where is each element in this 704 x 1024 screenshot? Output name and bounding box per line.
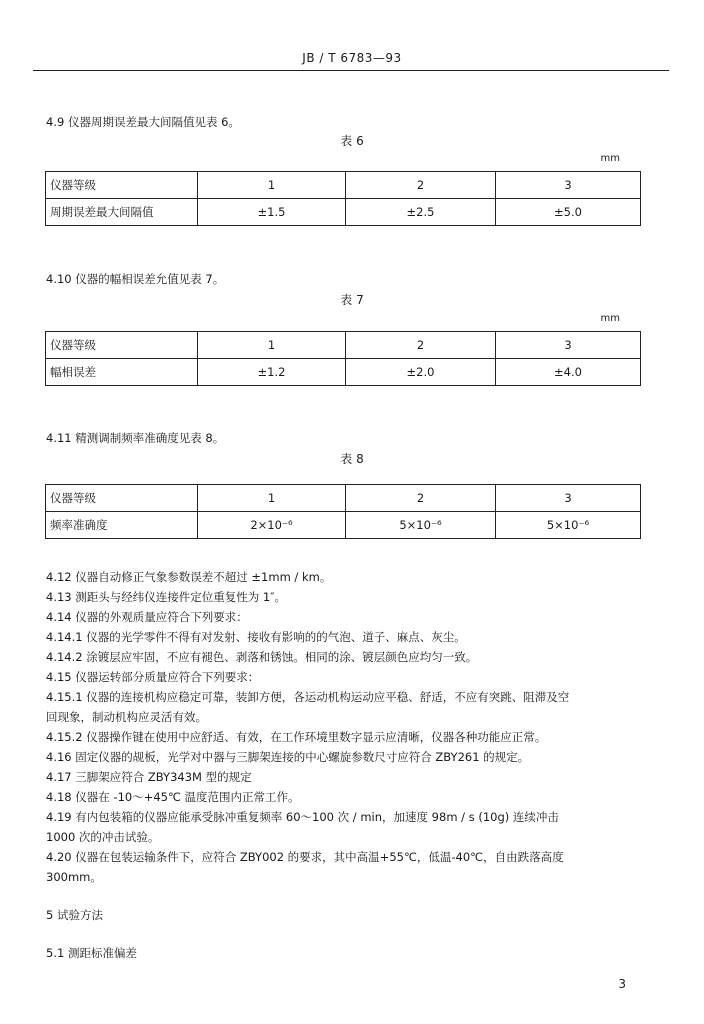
section-5-title: 5 试验方法: [46, 908, 103, 922]
table-6-caption: 表 6: [340, 134, 364, 148]
table-cell: 仪器等级: [46, 485, 198, 512]
clause-4-17: 4.17 三脚架应符合 ZBY343M 型的规定: [46, 770, 252, 784]
table-row: [46, 359, 641, 386]
table-cell: ±1.2: [198, 359, 346, 386]
table-cell: 2: [346, 485, 496, 512]
table-row: [46, 485, 641, 512]
clause-4-14-2: 4.14.2 涂镀层应牢固，不应有褪色、剥落和锈蚀。相同的涂、镀层颜色应均匀一致。: [46, 650, 478, 664]
clause-4-20-cont: 300mm。: [46, 870, 102, 884]
table-cell: 2×10⁻⁶: [198, 512, 346, 539]
table-cell: 5×10⁻⁶: [496, 512, 641, 539]
table-cell: ±5.0: [496, 199, 641, 226]
clause-4-9: 4.9 仪器周期误差最大间隔值见表 6。: [46, 115, 240, 129]
clause-4-15-2: 4.15.2 仪器操作键在使用中应舒适、有效，在工作环境里数字显示应清晰，仪器各种功能应正常。: [46, 730, 547, 744]
table-cell: 3: [496, 172, 641, 199]
clause-4-14-1: 4.14.1 仪器的光学零件不得有对发射、接收有影响的的气泡、道子、麻点、灰尘。: [46, 630, 466, 644]
table-cell: 幅相误差: [46, 359, 198, 386]
table-cell: 仪器等级: [46, 172, 198, 199]
table-cell: 仪器等级: [46, 332, 198, 359]
table-7-caption: 表 7: [340, 293, 364, 307]
table-cell: 1: [198, 485, 346, 512]
table-7: [45, 331, 641, 386]
running-header: JB / T 6783—93: [302, 51, 402, 65]
table-cell: 1: [198, 172, 346, 199]
clause-4-11: 4.11 精测调制频率准确度见表 8。: [46, 431, 225, 445]
table-cell: 3: [496, 485, 641, 512]
header-rule: [33, 70, 669, 71]
table-cell: 2: [346, 332, 496, 359]
table-cell: 5×10⁻⁶: [346, 512, 496, 539]
table-cell: ±2.5: [346, 199, 496, 226]
clause-4-15-1: 4.15.1 仪器的连接机构应稳定可靠，装卸方便，各运动机构运动应平稳、舒适，不应有突跳、阻滞及空: [46, 690, 570, 704]
clause-4-15: 4.15 仪器运转部分质量应符合下列要求：: [46, 670, 260, 684]
table-8: [45, 484, 641, 539]
table-6-unit: mm: [600, 153, 620, 164]
table-cell: ±4.0: [496, 359, 641, 386]
table-cell: 3: [496, 332, 641, 359]
table-row: [46, 512, 641, 539]
table-7-unit: mm: [600, 313, 620, 324]
clause-4-16: 4.16 固定仪器的觇板，光学对中器与三脚架连接的中心螺旋参数尺寸应符合 ZBY261 的规定。: [46, 750, 530, 764]
clause-4-10: 4.10 仪器的幅相误差允值见表 7。: [46, 272, 225, 286]
table-cell: 2: [346, 172, 496, 199]
clause-4-12: 4.12 仪器自动修正气象参数误差不超过 ±1mm / km。: [46, 570, 332, 584]
table-cell: 频率准确度: [46, 512, 198, 539]
table-row: [46, 199, 641, 226]
table-cell: ±1.5: [198, 199, 346, 226]
clause-4-20: 4.20 仪器在包装运输条件下，应符合 ZBY002 的要求，其中高温+55℃，低温-40℃，自由跌落高度: [46, 850, 564, 864]
clause-4-15-1-cont: 回现象，制动机构应灵活有效。: [46, 710, 207, 724]
table-row: [46, 172, 641, 199]
table-cell: ±2.0: [346, 359, 496, 386]
clause-4-14: 4.14 仪器的外观质量应符合下列要求：: [46, 610, 248, 624]
clause-4-18: 4.18 仪器在 -10～+45℃ 温度范围内正常工作。: [46, 790, 300, 804]
clause-4-19: 4.19 有内包装箱的仪器应能承受脉冲重复频率 60～100 次 / min，加速度 98m / s (10g) 连续冲击: [46, 810, 559, 824]
table-row: [46, 332, 641, 359]
clause-4-19-cont: 1000 次的冲击试验。: [46, 830, 160, 844]
table-cell: 周期误差最大间隔值: [46, 199, 198, 226]
page-number: 3: [618, 977, 626, 991]
table-6: [45, 171, 641, 226]
table-cell: 1: [198, 332, 346, 359]
clause-5-1: 5.1 测距标准偏差: [46, 946, 137, 960]
clause-4-13: 4.13 测距头与经纬仪连接件定位重复性为 1″。: [46, 590, 287, 604]
table-8-caption: 表 8: [340, 452, 364, 466]
